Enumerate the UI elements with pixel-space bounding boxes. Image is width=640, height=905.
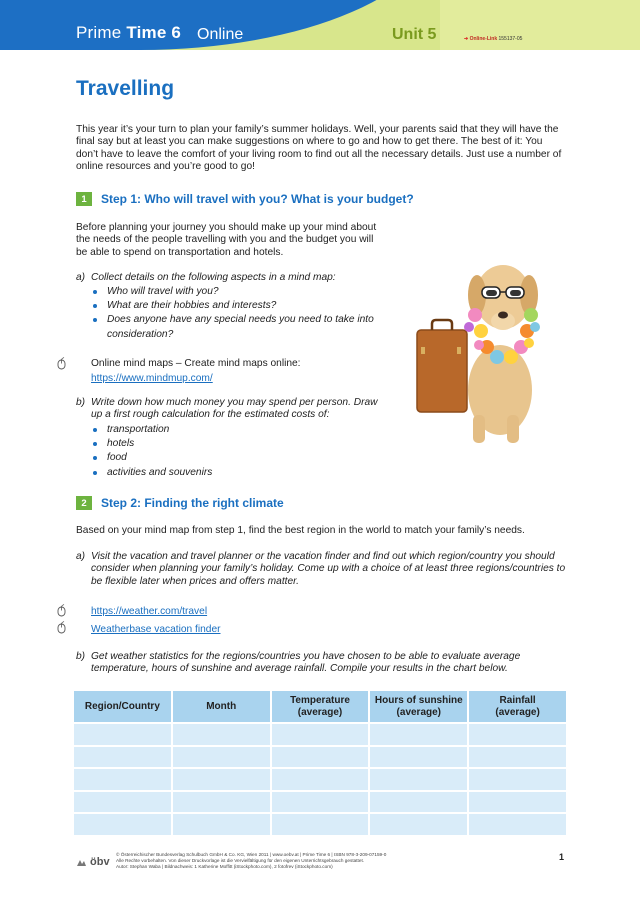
table-cell[interactable] — [369, 791, 468, 814]
weather-travel-link[interactable]: https://weather.com/travel — [91, 606, 208, 617]
column-header: Month — [172, 690, 271, 723]
table-cell[interactable] — [271, 746, 370, 769]
step-1-task-b-list — [91, 423, 391, 480]
step-2-task-b-label: b) — [76, 651, 86, 662]
step-1-title: Step 1: Who will travel with you? What is your budget? — [101, 192, 414, 206]
table-cell[interactable] — [468, 768, 567, 791]
table-cell[interactable] — [271, 768, 370, 791]
page-number: 1 — [559, 852, 565, 862]
mindmup-link[interactable]: https://www.mindmup.com/ — [91, 373, 213, 384]
weather-chart-table — [72, 689, 568, 837]
table-cell[interactable] — [271, 723, 370, 746]
step-1-task-b-label: b) — [76, 397, 86, 408]
table-cell[interactable] — [369, 813, 468, 836]
step-1-task-a-label: a) — [76, 272, 86, 283]
list-item: hotels — [91, 437, 391, 451]
table-cell[interactable] — [73, 768, 172, 791]
table-cell[interactable] — [468, 791, 567, 814]
unit-label: Unit 5 — [392, 26, 437, 43]
step-2-title: Step 2: Finding the right climate — [101, 496, 284, 510]
table-row — [73, 813, 567, 836]
step-1-heading — [76, 191, 414, 207]
list-item: transportation — [91, 423, 391, 437]
table-cell[interactable] — [468, 813, 567, 836]
weatherbase-link[interactable]: Weatherbase vacation finder — [91, 624, 221, 635]
step-1-intro: Before planning your journey you should make up your mind about the needs of the people travelling with you and the budget you will be able to spend on transportation and hotels. — [76, 222, 377, 258]
list-item: Who will travel with you? — [91, 285, 391, 299]
step-1-task-a-list — [91, 285, 391, 342]
column-header: Region/Country — [73, 690, 172, 723]
column-header: Temperature (average) — [271, 690, 370, 723]
table-cell[interactable] — [468, 746, 567, 769]
table-cell[interactable] — [172, 768, 271, 791]
table-cell[interactable] — [468, 723, 567, 746]
table-cell[interactable] — [369, 768, 468, 791]
table-cell[interactable] — [172, 813, 271, 836]
step-1-task-b: Write down how much money you may spend per person. Draw up a first rough calculation for the estimated costs of: — [91, 397, 378, 421]
brand-online: Online — [197, 26, 244, 43]
list-item: What are their hobbies and interests? — [91, 299, 391, 313]
step-2-intro: Based on your mind map from step 1, find the best region in the world to match your family’s needs. — [76, 525, 525, 536]
table-row — [73, 746, 567, 769]
step-2-task-a: Visit the vacation and travel planner or the vacation finder and find out which region/country you should consider when planning your family’s holiday. Come up with a choice of at least three regions/countries to be flexible later when prices and offers matter. — [91, 551, 566, 587]
column-header: Rainfall (average) — [468, 690, 567, 723]
table-cell[interactable] — [271, 791, 370, 814]
publisher-logo-icon — [76, 858, 87, 868]
step-2-task-b: Get weather statistics for the regions/countries you have chosen to be able to evaluate average temperature, hours of sunshine and average rainfall. Compile your results in the chart below. — [91, 651, 521, 675]
mouse-icon — [57, 357, 66, 370]
table-cell[interactable] — [369, 723, 468, 746]
step-2-heading — [76, 495, 284, 511]
header-green-band-right — [440, 0, 640, 50]
list-item: activities and souvenirs — [91, 466, 391, 480]
table-cell[interactable] — [172, 723, 271, 746]
step-1-task-a: Collect details on the following aspects in a mind map: — [91, 272, 336, 283]
arrow-icon: ➔ — [464, 36, 469, 42]
table-cell[interactable] — [73, 791, 172, 814]
table-row — [73, 791, 567, 814]
copyright-text: © Österreichischer Bundesverlag Schulbuch GmbH & Co. KG, Wien 2011 | www.oebv.at | Prime Time 6 | ISBN 978-3-209-07159-0 Alle Rechte vorbehalten. Von dieser Druckvorlage ist die Vervielfältigung für den eigenen Unterrichtsgebrauch gestattet. Autor: Stephan Waba | Bildnachweis: 1 Katherine Moffitt (iStockphoto.com), 2 fotofrev (iStockphoto.com) — [116, 852, 387, 870]
table-row — [73, 723, 567, 746]
online-link[interactable]: ➔ Online-Link 155137-05 — [464, 36, 523, 42]
mouse-icon — [57, 621, 66, 634]
list-item: Does anyone have any special needs you need to take into consideration? — [91, 313, 391, 341]
list-item: food — [91, 451, 391, 465]
table-cell[interactable] — [172, 746, 271, 769]
mouse-icon — [57, 604, 66, 617]
table-row — [73, 768, 567, 791]
brand-title: Prime Time 6 — [76, 23, 182, 42]
step-1-number: 1 — [76, 192, 92, 206]
table-header-row — [73, 690, 567, 723]
step-2-number: 2 — [76, 496, 92, 510]
table-cell[interactable] — [73, 723, 172, 746]
table-cell[interactable] — [271, 813, 370, 836]
table-cell[interactable] — [73, 746, 172, 769]
step-2-task-a-label: a) — [76, 551, 86, 562]
column-header: Hours of sunshine (average) — [369, 690, 468, 723]
table-cell[interactable] — [369, 746, 468, 769]
page-title: Travelling — [76, 77, 175, 100]
mindmap-resource-title: Online mind maps – Create mind maps online: — [91, 358, 301, 369]
table-cell[interactable] — [73, 813, 172, 836]
dog-with-suitcase-image — [415, 255, 545, 450]
page-header — [0, 0, 640, 50]
intro-paragraph: This year it’s your turn to plan your family’s summer holidays. Well, your parents said that they will have the final say but at least you can make suggestions on where to go and how to get there. The best of it: You don’t have to leave the comfort of your living room to find out all the necessary details. Just use a number of online resources and you’re good to go! — [76, 124, 562, 173]
table-cell[interactable] — [172, 791, 271, 814]
